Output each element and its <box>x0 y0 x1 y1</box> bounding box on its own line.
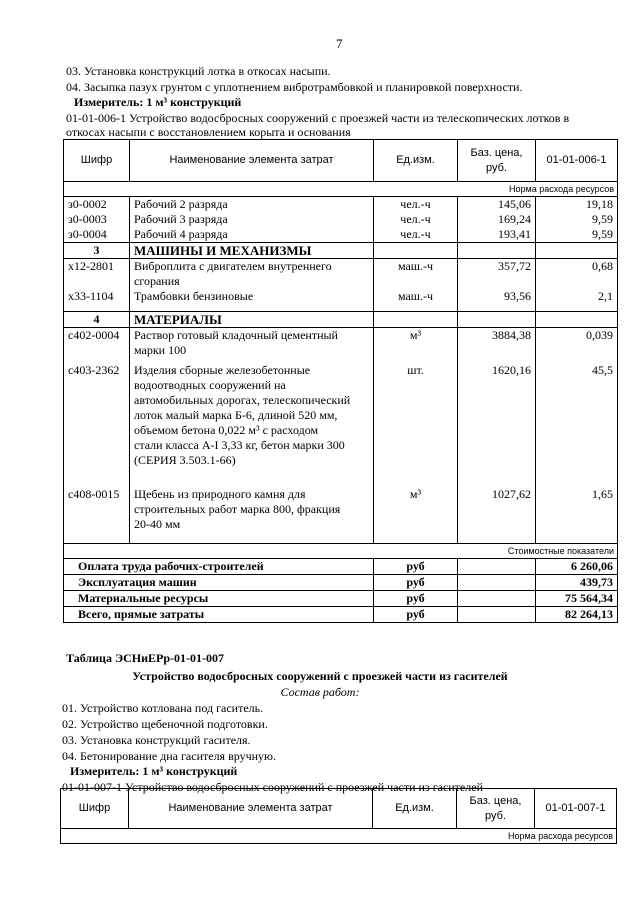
row-unit: чел.-ч <box>374 227 458 243</box>
work-item-02: 02. Устройство щебеночной подготовки. <box>62 717 268 731</box>
header-price-line1: Баз. цена, <box>469 794 522 807</box>
row-name-line: лоток малый марка Б-6, длиной 520 мм, <box>134 408 338 422</box>
row-unit: м³ <box>374 327 458 363</box>
meter-label: Измеритель: 1 м³ конструкций <box>70 764 238 778</box>
row-name: Рабочий 2 разряда <box>130 197 374 213</box>
total-row <box>64 590 618 606</box>
row-qty: 19,18 <box>536 197 618 213</box>
table-row <box>64 197 618 213</box>
header-price <box>458 140 536 182</box>
table-header-row <box>61 789 617 829</box>
row-name-line: (СЕРИЯ 3.503.1-66) <box>134 453 236 467</box>
work-item-01: 01. Устройство котлована под гаситель. <box>62 701 264 715</box>
norm-label: Норма расхода ресурсов <box>61 829 617 844</box>
table-row <box>64 259 618 290</box>
row-price: 1620,16 <box>458 363 536 487</box>
work-item-04: 04. Засыпка пазух грунтом с уплотнением вибротрамбовкой и планировкой поверхности. <box>66 80 523 94</box>
row-name-line: сгорания <box>134 274 180 288</box>
header-name: Наименование элемента затрат <box>130 140 374 182</box>
row-code: с403-2362 <box>64 363 130 487</box>
row-name-line: 20-40 мм <box>134 517 181 531</box>
row-name-line: строительных работ марка 800, фракция <box>134 502 341 516</box>
row-price: 93,56 <box>458 289 536 311</box>
row-unit: маш.-ч <box>374 259 458 290</box>
section-number: 4 <box>64 311 130 327</box>
total-row <box>64 606 618 622</box>
table-row <box>64 212 618 227</box>
work-item-03: 03. Установка конструкций гасителя. <box>62 733 251 747</box>
row-price: 193,41 <box>458 227 536 243</box>
table-title: Таблица ЭСНиЕРр-01-01-007 <box>66 651 225 665</box>
row-qty: 45,5 <box>536 363 618 487</box>
header-unit: Ед.изм. <box>374 140 458 182</box>
header-unit: Ед.изм. <box>373 789 457 829</box>
row-name <box>130 487 374 543</box>
resource-table-006 <box>63 139 618 623</box>
section-title: МАШИНЫ И МЕХАНИЗМЫ <box>130 243 374 259</box>
row-qty: 0,039 <box>536 327 618 363</box>
total-value: 82 264,13 <box>536 606 618 622</box>
section-row-materials <box>64 311 618 327</box>
table-row <box>64 289 618 311</box>
row-qty: 9,59 <box>536 212 618 227</box>
row-name <box>130 363 374 487</box>
composition-label: Состав работ: <box>280 685 360 699</box>
norm-description-line1: 01-01-006-1 Устройство водосбросных сооружений с проезжей части из телескопических лотков в <box>66 111 570 125</box>
header-price <box>457 789 535 829</box>
row-name: Рабочий 3 разряда <box>130 212 374 227</box>
row-code: з0-0002 <box>64 197 130 213</box>
total-value: 75 564,34 <box>536 590 618 606</box>
row-unit: чел.-ч <box>374 197 458 213</box>
row-code: с408-0015 <box>64 487 130 543</box>
row-qty: 9,59 <box>536 227 618 243</box>
total-unit: руб <box>374 606 458 622</box>
total-value: 439,73 <box>536 574 618 590</box>
row-name-line: марки 100 <box>134 342 187 357</box>
table-header-row <box>64 140 618 182</box>
row-qty: 2,1 <box>536 289 618 311</box>
row-name <box>130 259 374 290</box>
row-code: з0-0003 <box>64 212 130 227</box>
row-price: 169,24 <box>458 212 536 227</box>
row-name: Рабочий 4 разряда <box>130 227 374 243</box>
header-price-line2: руб. <box>485 809 506 822</box>
header-norm: 01-01-007-1 <box>535 789 617 829</box>
table-subtitle: Устройство водосбросных сооружений с проезжей части из гасителей <box>132 669 508 683</box>
work-item-04: 04. Бетонирование дна гасителя вручную. <box>62 749 277 763</box>
row-name-line: Изделия сборные железобетонные <box>134 363 311 377</box>
page-number: 7 <box>336 36 343 51</box>
table-row <box>64 487 618 543</box>
row-price: 145,06 <box>458 197 536 213</box>
total-row <box>64 558 618 574</box>
total-name: Эксплуатация машин <box>64 574 374 590</box>
section-title: МАТЕРИАЛЫ <box>130 311 374 327</box>
row-name-line: Виброплита с двигателем внутреннего <box>134 259 332 273</box>
row-name-line: Раствор готовый кладочный цементный <box>134 327 338 342</box>
norm-description: 01-01-007-1 Устройство водосбросных сооружений с проезжей части из гасителей <box>62 780 483 794</box>
row-price: 357,72 <box>458 259 536 290</box>
header-price-line1: Баз. цена, <box>470 146 523 159</box>
row-unit: м³ <box>374 487 458 543</box>
header-norm: 01-01-006-1 <box>536 140 618 182</box>
row-qty: 0,68 <box>536 259 618 290</box>
row-code: х12-2801 <box>64 259 130 290</box>
row-name-line: объемом бетона 0,022 м³ с расходом <box>134 423 319 437</box>
row-name-line: Щебень из природного камня для <box>134 487 306 501</box>
row-name-line: водоотводных сооружений на <box>134 378 286 392</box>
row-price: 1027,62 <box>458 487 536 543</box>
header-price-line2: руб. <box>486 161 507 174</box>
header-code: Шифр <box>61 789 129 829</box>
section-row-machines <box>64 243 618 259</box>
row-unit: шт. <box>374 363 458 487</box>
work-item-03: 03. Установка конструкций лотка в откосах насыпи. <box>66 64 331 78</box>
row-name: Трамбовки бензиновые <box>130 289 374 311</box>
row-price: 3884,38 <box>458 327 536 363</box>
table-row <box>64 363 618 487</box>
table-row <box>64 327 618 363</box>
row-name-line: стали класса А-I 3,33 кг, бетон марки 300 <box>134 438 345 452</box>
row-code: з0-0004 <box>64 227 130 243</box>
cost-indicators-label: Стоимостные показатели <box>64 543 618 558</box>
row-code: с402-0004 <box>64 327 130 363</box>
total-unit: руб <box>374 574 458 590</box>
header-name: Наименование элемента затрат <box>129 789 373 829</box>
row-unit: чел.-ч <box>374 212 458 227</box>
resource-table-007 <box>60 788 617 844</box>
header-code: Шифр <box>64 140 130 182</box>
total-name: Материальные ресурсы <box>64 590 374 606</box>
row-name <box>130 327 374 363</box>
total-unit: руб <box>374 558 458 574</box>
row-name-line: автомобильных дорогах, телескопический <box>134 393 351 407</box>
meter-label: Измеритель: 1 м³ конструкций <box>74 95 242 109</box>
total-value: 6 260,06 <box>536 558 618 574</box>
section-number: 3 <box>64 243 130 259</box>
total-unit: руб <box>374 590 458 606</box>
total-name: Всего, прямые затраты <box>64 606 374 622</box>
row-unit: маш.-ч <box>374 289 458 311</box>
row-code: х33-1104 <box>64 289 130 311</box>
row-qty: 1,65 <box>536 487 618 543</box>
total-row <box>64 574 618 590</box>
table-row <box>64 227 618 243</box>
total-name: Оплата труда рабочих-строителей <box>64 558 374 574</box>
norm-description-line2: откосах насыпи с восстановлением корыта и основания <box>66 125 351 139</box>
norm-label: Норма расхода ресурсов <box>64 182 618 197</box>
